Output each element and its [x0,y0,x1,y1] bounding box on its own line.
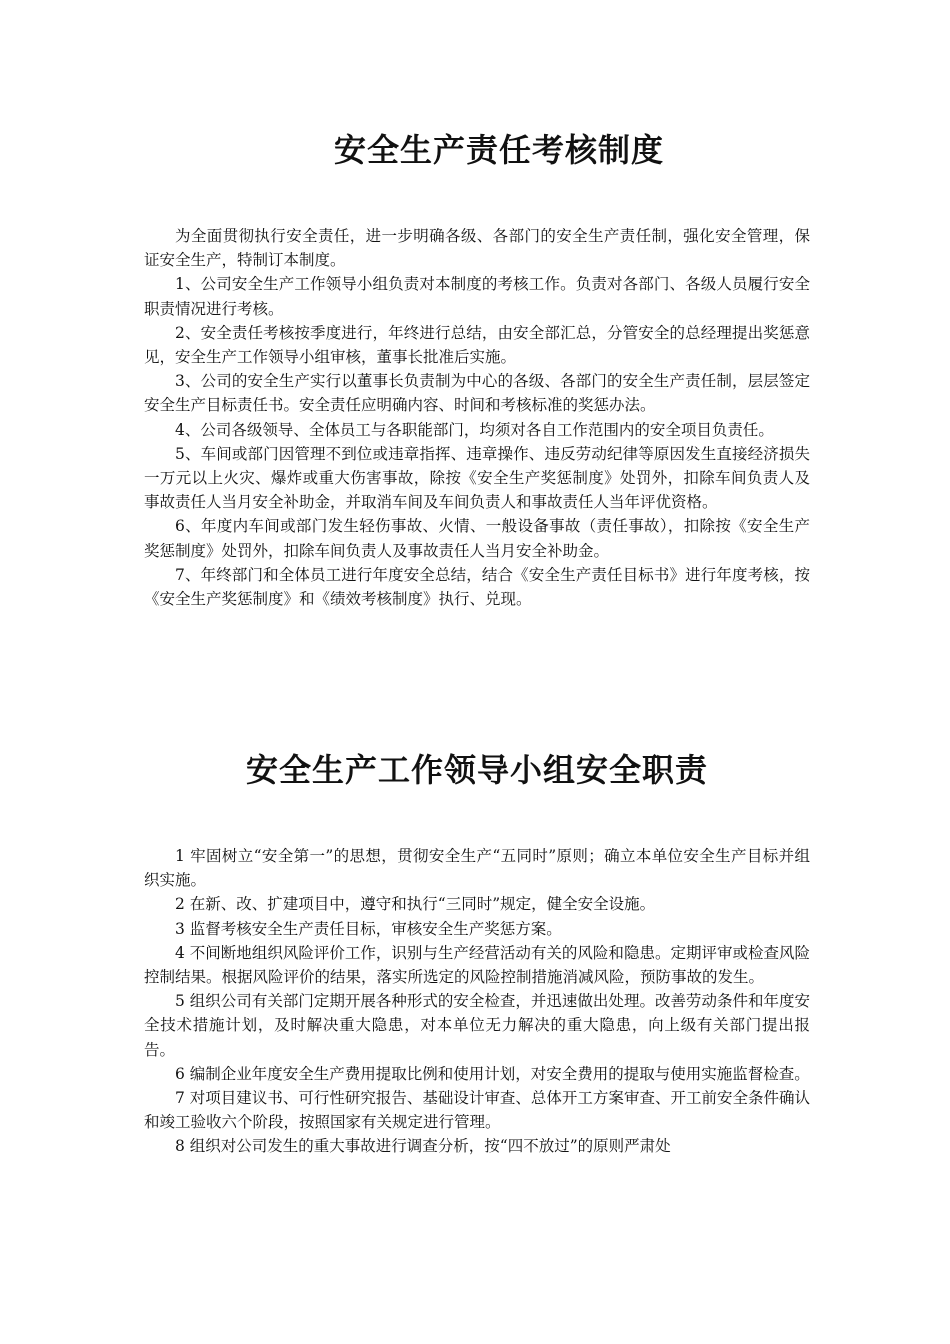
paragraph: 3 监督考核安全生产责任目标，审核安全生产奖惩方案。 [175,919,562,938]
paragraph: 3、公司的安全生产实行以董事长负责制为中心的各级、各部门的安全生产责任制，层层签定安全生产目标责任书。安全责任应明确内容、时间和考核标准的奖惩办法。 [144,372,810,415]
section-title-assessment-system: 安全生产责任考核制度 [333,131,664,169]
paragraph: 8 组织对公司发生的重大事故进行调查分析，按“四不放过”的原则严肃处 [175,1137,671,1156]
paragraph: 5、车间或部门因管理不到位或违章指挥、违章操作、违反劳动纪律等原因发生直接经济损失一万元以上火灾、爆炸或重大伤害事故，除按《安全生产奖惩制度》处罚外，扣除车间负责人及事故责任人当月安全补助金，并取消车间及车间负责人和事故责任人当年评优资格。 [144,444,810,512]
paragraph: 2、安全责任考核按季度进行，年终进行总结，由安全部汇总，分管安全的总经理提出奖惩意见，安全生产工作领导小组审核，董事长批准后实施。 [144,323,810,367]
section-body-leadership-duties [144,844,810,1159]
paragraph: 为全面贯彻执行安全责任，进一步明确各级、各部门的安全生产责任制，强化安全管理，保证安全生产，特制订本制度。 [144,227,810,270]
paragraph: 7、年终部门和全体员工进行年度安全总结，结合《安全生产责任目标书》进行年度考核，按《安全生产奖惩制度》和《绩效考核制度》执行、兑现。 [144,565,810,609]
paragraph: 2 在新、改、扩建项目中，遵守和执行“三同时”规定，健全安全设施。 [175,895,656,914]
paragraph: 4 不间断地组织风险评价工作，识别与生产经营活动有关的风险和隐患。定期评审或检查风险控制结果。根据风险评价的结果，落实所选定的风险控制措施消减风险，预防事故的发生。 [144,943,810,987]
paragraph: 4、公司各级领导、全体员工与各职能部门，均须对各自工作范围内的安全项目负责任。 [175,420,774,439]
section-body-assessment-system [144,224,810,611]
paragraph: 1、公司安全生产工作领导小组负责对本制度的考核工作。负责对各部门、各级人员履行安全职责情况进行考核。 [144,275,810,318]
section-title-leadership-duties: 安全生产工作领导小组安全职责 [245,751,708,789]
paragraph: 5 组织公司有关部门定期开展各种形式的安全检查，并迅速做出处理。改善劳动条件和年度安全技术措施计划，及时解决重大隐患，对本单位无力解决的重大隐患，向上级有关部门提出报告。 [144,992,810,1059]
paragraph: 6 编制企业年度安全生产费用提取比例和使用计划，对安全费用的提取与使用实施监督检查。 [175,1064,810,1083]
paragraph: 1 牢固树立“安全第一”的思想，贯彻安全生产“五同时”原则；确立本单位安全生产目标并组织实施。 [144,847,810,890]
paragraph: 6、年度内车间或部门发生轻伤事故、火情、一般设备事故（责任事故），扣除按《安全生产奖惩制度》处罚外，扣除车间负责人及事故责任人当月安全补助金。 [144,517,810,560]
paragraph: 7 对项目建议书、可行性研究报告、基础设计审查、总体开工方案审查、开工前安全条件确认和竣工验收六个阶段，按照国家有关规定进行管理。 [144,1089,810,1132]
